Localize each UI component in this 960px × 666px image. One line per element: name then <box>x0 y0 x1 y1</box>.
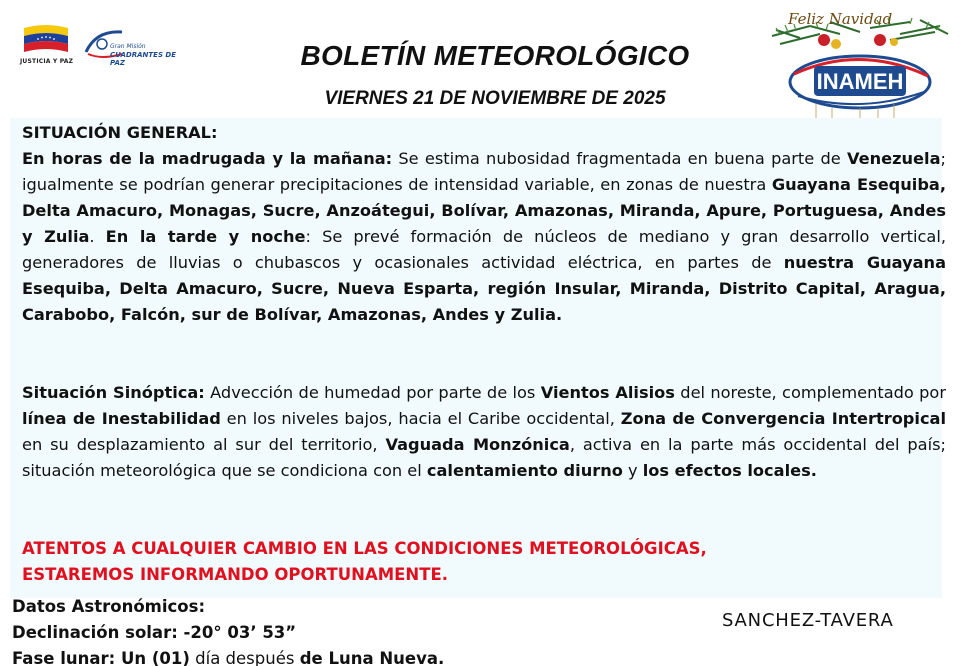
text-span: Advección de humedad por parte de los <box>204 383 541 402</box>
cuadrantes-de-paz-text: CUADRANTES DE PAZ <box>110 51 177 67</box>
text-span: en los niveles bajos, hacia el Caribe occidental, <box>220 409 621 428</box>
moon-phase <box>12 646 612 666</box>
text-span: , activa en la parte más occidental del país; situación meteorológica que se condiciona con el <box>22 435 946 480</box>
text-span-bold: Vientos Alisios <box>540 383 675 402</box>
text-span-bold: Vaguada Monzónica <box>385 435 570 454</box>
tarde-noche-label: En la tarde y noche <box>105 227 306 246</box>
author-signature: SANCHEZ-TAVERA <box>722 610 894 631</box>
gran-mision-text: Gran Misión <box>110 43 146 50</box>
text-span: : Se prevé formación de núcleos de mediano y gran desarrollo vertical, generadores de lluvias o chubascos y ocasionales actividad eléctrica, en partes de <box>22 227 946 272</box>
text-span: Se estima nubosidad fragmentada en buena parte de <box>392 149 847 168</box>
alert-message <box>22 536 946 588</box>
situacion-sinoptica <box>22 380 946 484</box>
situacion-general <box>22 120 946 328</box>
institution-logos <box>20 20 180 70</box>
text-span: en su desplazamiento al sur del territorio, <box>22 435 386 454</box>
inameh-brand-text: INAMEH <box>816 69 904 94</box>
regions-morning: Guayana Esequiba, Delta Amacuro, Monagas, Sucre, Anzoátegui, Bolívar, Amazonas, Miranda, Apure, Portuguesa, Andes y Zulia <box>22 175 947 246</box>
page-title: BOLETÍN METEOROLÓGICO <box>300 40 690 71</box>
text-span: y <box>622 461 643 480</box>
text-span: . <box>89 227 106 246</box>
alert-line-2: ESTAREMOS INFORMANDO OPORTUNAMENTE. <box>22 565 449 584</box>
astronomical-data <box>12 594 612 666</box>
bulletin-date: VIERNES 21 DE NOVIEMBRE DE 2025 <box>324 88 666 109</box>
text-span: ; igualmente se podrían generar precipitaciones de intensidad variable, en zonas de nuestra <box>22 149 946 194</box>
text-span-bold: de Luna Nueva. <box>299 649 445 666</box>
alert-line-1: ATENTOS A CUALQUIER CAMBIO EN LAS CONDICIONES METEOROLÓGICAS, <box>22 539 707 558</box>
bulletin-panel <box>10 118 947 598</box>
feliz-navidad-greeting: Feliz Navidad <box>788 10 893 28</box>
text-span-bold: Zona de Convergencia Intertropical <box>620 409 947 428</box>
text-span-bold: línea de Inestabilidad <box>22 409 221 428</box>
text-span-bold: Venezuela <box>846 149 941 168</box>
text-span: del noreste, complementado por <box>674 383 946 402</box>
situacion-general-heading: SITUACIÓN GENERAL: <box>22 123 218 142</box>
situacion-sinoptica-label: Situación Sinóptica: <box>22 383 205 402</box>
text-span-bold: Fase lunar: Un (01) <box>12 649 190 666</box>
text-span-bold: calentamiento diurno <box>426 461 623 480</box>
situacion-general-paragraph <box>22 146 946 328</box>
text-span: día después <box>189 649 300 666</box>
text-span-bold: los efectos locales. <box>642 461 817 480</box>
solar-declination: Declinación solar: -20° 03’ 53” <box>12 623 297 642</box>
madrugada-label: En horas de la madrugada y la mañana: <box>22 149 393 168</box>
astro-heading: Datos Astronómicos: <box>12 597 206 616</box>
justicia-y-paz-caption: JUSTICIA Y PAZ <box>20 58 74 65</box>
regions-afternoon: nuestra Guayana Esequiba, Delta Amacuro, Sucre, Nueva Esparta, región Insular, Miranda, Distrito Capital, Aragua, Carabobo, Falcón, sur de Bolívar, Amazonas, Andes y Zulia. <box>22 253 946 324</box>
